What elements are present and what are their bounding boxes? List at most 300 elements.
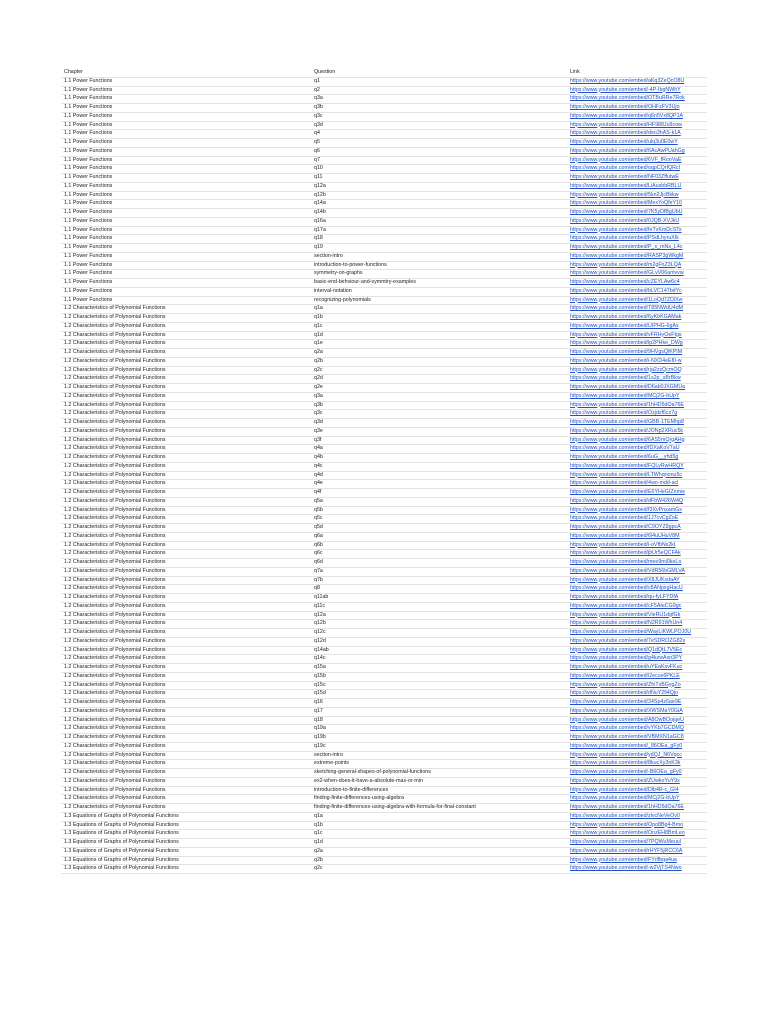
table-row	[61, 112, 707, 121]
link-cell[interactable]: https://www.youtube.com/embed/-4P-IbgNWhY	[567, 86, 707, 95]
table-row	[61, 760, 707, 769]
link-cell[interactable]: https://www.youtube.com/embed/6yKbKGAMak	[567, 314, 707, 323]
link-cell[interactable]: https://www.youtube.com/embed/5kn2JjcBkkw	[567, 191, 707, 200]
table-row	[61, 865, 707, 874]
link-cell[interactable]: https://www.youtube.com/embed/qu-fyLFYDfA	[567, 594, 707, 603]
link-cell[interactable]: https://www.youtube.com/embed/Q1dQtL7V5Ec	[567, 646, 707, 655]
link-cell[interactable]: https://www.youtube.com/embed/ZUwkoYuY9s	[567, 777, 707, 786]
link-cell[interactable]: https://www.youtube.com/embed/c8ANpxgHacU	[567, 585, 707, 594]
question-cell: q10	[311, 165, 567, 174]
link-cell[interactable]: https://www.youtube.com/embed/NF03ZffutwE	[567, 174, 707, 183]
table-row	[61, 769, 707, 778]
link-cell[interactable]: https://www.youtube.com/embed/6AS5mQrgAHg	[567, 436, 707, 445]
chapter-cell: 1.2 Characteristics of Polynomial Functions	[61, 314, 311, 323]
chapter-cell: 1.2 Characteristics of Polynomial Functions	[61, 681, 311, 690]
chapter-cell: 1.1 Power Functions	[61, 226, 311, 235]
link-cell[interactable]: https://www.youtube.com/embed/HF988Ju9cow	[567, 121, 707, 130]
chapter-cell: 1.2 Characteristics of Polynomial Functions	[61, 707, 311, 716]
link-cell[interactable]: https://www.youtube.com/embed/Dlb4R-c_GI4	[567, 786, 707, 795]
link-cell[interactable]: https://www.youtube.com/embed/A8OwBOojqeU	[567, 716, 707, 725]
table-row	[61, 725, 707, 734]
table-row	[61, 279, 707, 288]
chapter-cell: 1.1 Power Functions	[61, 296, 311, 305]
chapter-cell: 1.1 Power Functions	[61, 165, 311, 174]
chapter-cell: 1.1 Power Functions	[61, 139, 311, 148]
link-cell[interactable]: https://www.youtube.com/embed/8kucXy3nK3k	[567, 760, 707, 769]
question-cell: q8	[311, 585, 567, 594]
table-row	[61, 191, 707, 200]
chapter-cell: 1.2 Characteristics of Polynomial Functions	[61, 576, 311, 585]
table-row	[61, 331, 707, 340]
link-cell[interactable]: https://www.youtube.com/embed/1hHD5dOa76E	[567, 401, 707, 410]
chapter-cell: 1.3 Equations of Graphs of Polynomial Functions	[61, 856, 311, 865]
question-cell: interval-notation	[311, 287, 567, 296]
question-cell: q17	[311, 707, 567, 716]
chapter-cell: 1.3 Equations of Graphs of Polynomial Functions	[61, 830, 311, 839]
link-cell[interactable]: https://www.youtube.com/embed/rja2zzQcmOQ	[567, 366, 707, 375]
link-cell[interactable]: https://www.youtube.com/embed/dNuY2fi4Qjo	[567, 690, 707, 699]
link-cell[interactable]: https://www.youtube.com/embed/7K5yDfBgUbU	[567, 209, 707, 218]
table-row	[61, 847, 707, 856]
chapter-cell: 1.1 Power Functions	[61, 86, 311, 95]
question-cell: q12b	[311, 620, 567, 629]
link-cell[interactable]: https://www.youtube.com/embed/OHFzFV3Ujo	[567, 104, 707, 113]
link-cell[interactable]: https://www.youtube.com/embed/X8JUKxdaAY	[567, 576, 707, 585]
link-cell[interactable]: https://www.youtube.com/embed/VBMXN1aGC8	[567, 734, 707, 743]
table-row	[61, 664, 707, 673]
link-cell[interactable]: https://www.youtube.com/embed/MCj2G-bUpY	[567, 392, 707, 401]
question-cell: q12a	[311, 182, 567, 191]
question-cell: q11	[311, 174, 567, 183]
chapter-cell: 1.1 Power Functions	[61, 182, 311, 191]
link-cell[interactable]: https://www.youtube.com/embed/vYKb7GCDMQ	[567, 725, 707, 734]
question-cell: q7b	[311, 576, 567, 585]
table-row	[61, 576, 707, 585]
question-cell: q14ab	[311, 646, 567, 655]
question-cell: q15a	[311, 664, 567, 673]
chapter-cell: 1.2 Characteristics of Polynomial Functions	[61, 340, 311, 349]
table-row	[61, 384, 707, 393]
question-cell: q6d	[311, 559, 567, 568]
table-row	[61, 690, 707, 699]
table-row	[61, 681, 707, 690]
chapter-cell: 1.2 Characteristics of Polynomial Functions	[61, 751, 311, 760]
link-cell[interactable]: https://www.youtube.com/embed/VieRU1dgfGk	[567, 611, 707, 620]
question-cell: q3b	[311, 401, 567, 410]
link-cell[interactable]: https://www.youtube.com/embed/uYEaKxvFKuc	[567, 664, 707, 673]
chapter-cell: 1.2 Characteristics of Polynomial Functions	[61, 567, 311, 576]
link-cell[interactable]: https://www.youtube.com/embed/OTBuRRe7Rok	[567, 95, 707, 104]
chapter-cell: 1.1 Power Functions	[61, 156, 311, 165]
table-row	[61, 655, 707, 664]
link-cell[interactable]: https://www.youtube.com/embed/MCj2G-bUpY	[567, 795, 707, 804]
link-cell[interactable]: https://www.youtube.com/embed/OnzEH8BmLeo	[567, 830, 707, 839]
link-cell[interactable]: https://www.youtube.com/embed/GLvV06amvvw	[567, 270, 707, 279]
link-cell[interactable]: https://www.youtube.com/embed/PSdLhyruXIk	[567, 235, 707, 244]
question-cell: q12b	[311, 191, 567, 200]
link-cell[interactable]: https://www.youtube.com/embed/6l4uUHuV8M	[567, 532, 707, 541]
question-cell: q2c	[311, 366, 567, 375]
chapter-cell: 1.1 Power Functions	[61, 270, 311, 279]
question-cell: q12a	[311, 611, 567, 620]
chapter-cell: 1.2 Characteristics of Polynomial Functions	[61, 384, 311, 393]
table-row	[61, 95, 707, 104]
link-cell[interactable]: https://www.youtube.com/embed/UIPHG-6gAs	[567, 322, 707, 331]
table-row	[61, 567, 707, 576]
link-cell[interactable]: https://www.youtube.com/embed/FQLyRwHRQY	[567, 462, 707, 471]
table-row	[61, 734, 707, 743]
link-cell[interactable]: https://www.youtube.com/embed/GBB-1TEMhp8	[567, 419, 707, 428]
table-row	[61, 147, 707, 156]
chapter-cell: 1.2 Characteristics of Polynomial Functions	[61, 445, 311, 454]
question-cell: q16	[311, 699, 567, 708]
question-cell: q2b	[311, 856, 567, 865]
question-cell: q5c	[311, 515, 567, 524]
question-cell: q4f	[311, 489, 567, 498]
link-cell[interactable]: https://www.youtube.com/embed/-B6OEa_gFy0	[567, 769, 707, 778]
table-row	[61, 287, 707, 296]
link-cell[interactable]: https://www.youtube.com/embed/dFbW426W4Q	[567, 497, 707, 506]
table-row	[61, 174, 707, 183]
link-cell[interactable]: https://www.youtube.com/embed/P_x_mNs_L4c	[567, 244, 707, 253]
table-row	[61, 436, 707, 445]
chapter-cell: 1.2 Characteristics of Polynomial Functions	[61, 646, 311, 655]
link-cell[interactable]: https://www.youtube.com/embed/i-oVfbNs2kI	[567, 541, 707, 550]
question-cell: q1b	[311, 821, 567, 830]
link-cell[interactable]: https://www.youtube.com/embed/D6ab0JXGMUa	[567, 384, 707, 393]
question-cell: finding-finite-differences-using-algebra-with-formula-for-final-constant	[311, 804, 567, 813]
link-cell[interactable]: https://www.youtube.com/embed/34Sp4z6ae9E	[567, 699, 707, 708]
chapter-cell: 1.2 Characteristics of Polynomial Functions	[61, 795, 311, 804]
question-cell: q1c	[311, 830, 567, 839]
question-cell: q1a	[311, 812, 567, 821]
question-cell: q4c	[311, 462, 567, 471]
link-cell[interactable]: https://www.youtube.com/embed/LTWhqnonu5c	[567, 471, 707, 480]
link-cell[interactable]: https://www.youtube.com/embed/aKq3ZeQcO8U	[567, 77, 707, 86]
chapter-cell: 1.2 Characteristics of Polynomial Functions	[61, 401, 311, 410]
question-cell: q2	[311, 86, 567, 95]
question-cell: q1c	[311, 322, 567, 331]
question-cell: q3a	[311, 392, 567, 401]
table-row	[61, 672, 707, 681]
link-cell[interactable]: https://www.youtube.com/embed/T85NWdU4dM	[567, 305, 707, 314]
link-cell[interactable]: https://www.youtube.com/embed/bLVC147bdYc	[567, 287, 707, 296]
table-row	[61, 165, 707, 174]
link-cell[interactable]: https://www.youtube.com/embed/1s2p_uBrBkw	[567, 375, 707, 384]
chapter-cell: 1.2 Characteristics of Polynomial Functions	[61, 769, 311, 778]
question-cell: q2a	[311, 847, 567, 856]
link-cell[interactable]: https://www.youtube.com/embed/6VF_fRooVaE	[567, 156, 707, 165]
chapter-cell: 1.2 Characteristics of Polynomial Functions	[61, 480, 311, 489]
question-cell: q15d	[311, 690, 567, 699]
table-row	[61, 795, 707, 804]
question-cell: q4b	[311, 454, 567, 463]
link-cell[interactable]: https://www.youtube.com/embed/f3XvPnxamGs	[567, 506, 707, 515]
table-row	[61, 86, 707, 95]
table-row	[61, 209, 707, 218]
question-cell: extreme-points	[311, 760, 567, 769]
link-cell[interactable]: https://www.youtube.com/embed/6uG__yhd5g	[567, 454, 707, 463]
question-cell: q11ab	[311, 594, 567, 603]
question-cell: q4d	[311, 471, 567, 480]
table-row	[61, 104, 707, 113]
link-cell[interactable]: https://www.youtube.com/embed/feTvKmDcSTs	[567, 226, 707, 235]
chapter-cell: 1.2 Characteristics of Polynomial Functions	[61, 410, 311, 419]
link-cell[interactable]: https://www.youtube.com/embed/ydQJ_N6Vqcc	[567, 751, 707, 760]
table-row	[61, 156, 707, 165]
chapter-cell: 1.2 Characteristics of Polynomial Functions	[61, 672, 311, 681]
question-cell: q2d	[311, 375, 567, 384]
chapter-cell: 1.2 Characteristics of Polynomial Functions	[61, 620, 311, 629]
chapter-cell: 1.2 Characteristics of Polynomial Functions	[61, 716, 311, 725]
table-row	[61, 506, 707, 515]
question-cell: q5a	[311, 497, 567, 506]
link-cell[interactable]: https://www.youtube.com/embed/0JQB-XVJkU	[567, 217, 707, 226]
table-row	[61, 314, 707, 323]
table-row	[61, 261, 707, 270]
chapter-cell: 1.3 Equations of Graphs of Polynomial Functions	[61, 821, 311, 830]
link-cell[interactable]: https://www.youtube.com/embed/cZEYLAw6c4	[567, 279, 707, 288]
link-cell[interactable]: https://www.youtube.com/embed/-w2VjTS4Nwo	[567, 865, 707, 874]
chapter-cell: 1.1 Power Functions	[61, 261, 311, 270]
header-link: Link	[567, 69, 707, 77]
chapter-cell: 1.2 Characteristics of Polynomial Functions	[61, 366, 311, 375]
chapter-cell: 1.2 Characteristics of Polynomial Functions	[61, 550, 311, 559]
question-cell: section-intro	[311, 252, 567, 261]
link-cell[interactable]: https://www.youtube.com/embed/fDXaKoV7aU	[567, 445, 707, 454]
table-row	[61, 830, 707, 839]
table-row	[61, 532, 707, 541]
chapter-cell: 1.1 Power Functions	[61, 191, 311, 200]
chapter-cell: 1.2 Characteristics of Polynomial Functions	[61, 515, 311, 524]
table-row	[61, 454, 707, 463]
table-row	[61, 602, 707, 611]
table-row	[61, 786, 707, 795]
link-cell[interactable]: https://www.youtube.com/embed/m2gFnZ3LQA	[567, 261, 707, 270]
chapter-cell: 1.2 Characteristics of Polynomial Functions	[61, 349, 311, 358]
chapter-cell: 1.1 Power Functions	[61, 235, 311, 244]
table-body	[61, 69, 707, 874]
question-cell: q2b	[311, 357, 567, 366]
link-cell[interactable]: https://www.youtube.com/embed/VdR56bGMLVA	[567, 567, 707, 576]
link-cell[interactable]: https://www.youtube.com/embed/XWSMaY0GiA	[567, 707, 707, 716]
table-row	[61, 559, 707, 568]
chapter-cell: 1.2 Characteristics of Polynomial Functions	[61, 357, 311, 366]
link-cell[interactable]: https://www.youtube.com/embed/C9OYZ9gpcA	[567, 524, 707, 533]
table-row	[61, 804, 707, 813]
chapter-cell: 1.2 Characteristics of Polynomial Functions	[61, 585, 311, 594]
question-cell: q1d	[311, 839, 567, 848]
question-cell: q3d	[311, 419, 567, 428]
question-cell: q14c	[311, 655, 567, 664]
chapter-cell: 1.2 Characteristics of Polynomial Functions	[61, 760, 311, 769]
question-cell: recognizing-polynomials	[311, 296, 567, 305]
link-cell[interactable]: https://www.youtube.com/embed/1hHD5dOa76E	[567, 804, 707, 813]
question-cell: q4	[311, 130, 567, 139]
link-cell[interactable]: https://www.youtube.com/embed/MexYoQfeY10	[567, 200, 707, 209]
table-row	[61, 515, 707, 524]
link-cell[interactable]: https://www.youtube.com/embed/RASP3gWkgM	[567, 252, 707, 261]
question-cell: q1b	[311, 314, 567, 323]
chapter-cell: 1.2 Characteristics of Polynomial Functions	[61, 602, 311, 611]
table-row	[61, 235, 707, 244]
question-cell: q2e	[311, 384, 567, 393]
link-cell[interactable]: https://www.youtube.com/embed/i-NXD4eEf0-w	[567, 357, 707, 366]
chapter-cell: 1.1 Power Functions	[61, 209, 311, 218]
chapter-cell: 1.2 Characteristics of Polynomial Functions	[61, 497, 311, 506]
link-cell[interactable]: https://www.youtube.com/embed/WayLiKWLPOJ0U	[567, 629, 707, 638]
table-row	[61, 489, 707, 498]
link-cell[interactable]: https://www.youtube.com/embed/1LoQd7ZDlXw	[567, 296, 707, 305]
table-row	[61, 296, 707, 305]
question-cell: q1d	[311, 331, 567, 340]
table-row	[61, 716, 707, 725]
link-cell[interactable]: https://www.youtube.com/embed/N2R91WhUn4	[567, 620, 707, 629]
chapter-cell: 1.2 Characteristics of Polynomial Functions	[61, 392, 311, 401]
table-row	[61, 594, 707, 603]
question-cell: q6c	[311, 550, 567, 559]
chapter-cell: 1.2 Characteristics of Polynomial Functions	[61, 524, 311, 533]
link-cell[interactable]: https://www.youtube.com/embed/zlvcNeVeOv0	[567, 812, 707, 821]
link-cell[interactable]: https://www.youtube.com/embed/E6YHeGIZnmw	[567, 489, 707, 498]
chapter-cell: 1.3 Equations of Graphs of Polynomial Functions	[61, 847, 311, 856]
question-cell: q14a	[311, 200, 567, 209]
question-cell: section-intro	[311, 751, 567, 760]
link-cell[interactable]: https://www.youtube.com/embed/rHYF5jRCC6A	[567, 847, 707, 856]
table-row	[61, 340, 707, 349]
table-row	[61, 244, 707, 253]
table-row	[61, 646, 707, 655]
link-cell[interactable]: https://www.youtube.com/embed/Ozjdzf6cz7g	[567, 410, 707, 419]
question-cell: q6a	[311, 532, 567, 541]
question-cell: q4a	[311, 445, 567, 454]
table-row	[61, 812, 707, 821]
question-cell: q12d	[311, 637, 567, 646]
chapter-cell: 1.1 Power Functions	[61, 95, 311, 104]
chapter-cell: 1.2 Characteristics of Polynomial Functions	[61, 594, 311, 603]
link-cell[interactable]: https://www.youtube.com/embed/6AcAwPUahGg	[567, 147, 707, 156]
link-cell[interactable]: https://www.youtube.com/embed/deo3hAS-k1A	[567, 130, 707, 139]
chapter-cell: 1.1 Power Functions	[61, 130, 311, 139]
question-cell: q18	[311, 235, 567, 244]
table-row	[61, 524, 707, 533]
question-cell: q4e	[311, 480, 567, 489]
table-row	[61, 410, 707, 419]
link-cell[interactable]: https://www.youtube.com/embed/g4kzwAxn3PY	[567, 655, 707, 664]
question-cell: q5b	[311, 506, 567, 515]
chapter-cell: 1.1 Power Functions	[61, 244, 311, 253]
chapter-cell: 1.2 Characteristics of Polynomial Functions	[61, 322, 311, 331]
chapter-cell: 1.3 Equations of Graphs of Polynomial Functions	[61, 839, 311, 848]
question-cell: q17a	[311, 226, 567, 235]
table-row	[61, 217, 707, 226]
link-cell[interactable]: https://www.youtube.com/embed/vFRHyOeFtgs	[567, 331, 707, 340]
link-cell[interactable]: https://www.youtube.com/embed/7PQWuMeuul	[567, 839, 707, 848]
link-cell[interactable]: https://www.youtube.com/embed/Opo8Bg4-Bmo	[567, 821, 707, 830]
chapter-cell: 1.2 Characteristics of Polynomial Functions	[61, 506, 311, 515]
header-question: Question	[311, 69, 567, 77]
question-cell: q1a	[311, 305, 567, 314]
table-row	[61, 226, 707, 235]
link-cell[interactable]: https://www.youtube.com/embed/JONp2XRuc5k	[567, 427, 707, 436]
link-cell[interactable]: https://www.youtube.com/embed/9HVgsQlKPIM	[567, 349, 707, 358]
table-row	[61, 707, 707, 716]
chapter-cell: 1.1 Power Functions	[61, 121, 311, 130]
chapter-cell: 1.2 Characteristics of Polynomial Functions	[61, 331, 311, 340]
chapter-cell: 1.3 Equations of Graphs of Polynomial Functions	[61, 812, 311, 821]
chapter-cell: 1.2 Characteristics of Polynomial Functions	[61, 742, 311, 751]
chapter-cell: 1.2 Characteristics of Polynomial Functions	[61, 629, 311, 638]
link-cell[interactable]: https://www.youtube.com/embed/cF5AteCG9gc	[567, 602, 707, 611]
chapter-cell: 1.2 Characteristics of Polynomial Functions	[61, 611, 311, 620]
link-cell[interactable]: https://www.youtube.com/embed/oqpCQrfQRcI	[567, 165, 707, 174]
chapter-cell: 1.2 Characteristics of Polynomial Functions	[61, 532, 311, 541]
link-cell[interactable]: https://www.youtube.com/embed/mee9mi0keLo	[567, 559, 707, 568]
chapter-cell: 1.2 Characteristics of Polynomial Functions	[61, 375, 311, 384]
link-cell[interactable]: https://www.youtube.com/embed/7eSDROZG82s	[567, 637, 707, 646]
link-cell[interactable]: https://www.youtube.com/embed/1J7cvCgZoE	[567, 515, 707, 524]
chapter-cell: 1.1 Power Functions	[61, 217, 311, 226]
link-cell[interactable]: https://www.youtube.com/embed/LiAusbbRBLU	[567, 182, 707, 191]
link-cell[interactable]: https://www.youtube.com/embed/ZfxTxBGygZo	[567, 681, 707, 690]
chapter-cell: 1.2 Characteristics of Polynomial Functions	[61, 305, 311, 314]
question-cell: q3c	[311, 112, 567, 121]
table-row	[61, 252, 707, 261]
table-row	[61, 620, 707, 629]
link-cell[interactable]: https://www.youtube.com/embed/FYrlfbqa4ua	[567, 856, 707, 865]
chapter-cell: 1.2 Characteristics of Polynomial Functions	[61, 725, 311, 734]
chapter-cell: 1.2 Characteristics of Polynomial Functions	[61, 559, 311, 568]
question-cell: basic-end-behviour-and-symmtry-examples	[311, 279, 567, 288]
chapter-cell: 1.2 Characteristics of Polynomial Functions	[61, 786, 311, 795]
question-cell: q3c	[311, 410, 567, 419]
table-row	[61, 637, 707, 646]
chapter-cell: 1.2 Characteristics of Polynomial Functions	[61, 471, 311, 480]
chapter-cell: 1.2 Characteristics of Polynomial Functions	[61, 419, 311, 428]
link-cell[interactable]: https://www.youtube.com/embed/_86OEa_gFy0	[567, 742, 707, 751]
table-row	[61, 375, 707, 384]
chapter-cell: 1.2 Characteristics of Polynomial Functions	[61, 777, 311, 786]
link-cell[interactable]: https://www.youtube.com/embed/4wo-mdd-acl	[567, 480, 707, 489]
question-cell: q5d	[311, 524, 567, 533]
chapter-cell: 1.1 Power Functions	[61, 174, 311, 183]
table-row	[61, 471, 707, 480]
table-row	[61, 419, 707, 428]
table-row	[61, 322, 707, 331]
chapter-cell: 1.3 Equations of Graphs of Polynomial Functions	[61, 865, 311, 874]
question-cell: q6	[311, 147, 567, 156]
table-row	[61, 392, 707, 401]
question-cell: q14b	[311, 209, 567, 218]
table-row	[61, 349, 707, 358]
chapter-cell: 1.2 Characteristics of Polynomial Functions	[61, 541, 311, 550]
link-cell[interactable]: https://www.youtube.com/embed/lp2PHke_DWg	[567, 340, 707, 349]
question-cell: ex2-when-does-it-have-a-absolute-max-or-min	[311, 777, 567, 786]
question-cell: q11c	[311, 602, 567, 611]
link-cell[interactable]: https://www.youtube.com/embed/l2ecce6PKLE	[567, 672, 707, 681]
chapter-cell: 1.2 Characteristics of Polynomial Functions	[61, 427, 311, 436]
question-cell: sketching-general-shapes-of-polynomial-functions	[311, 769, 567, 778]
link-cell[interactable]: https://www.youtube.com/embed/q6n5Vx8QP1A	[567, 112, 707, 121]
question-cell: q16a	[311, 217, 567, 226]
link-cell[interactable]: https://www.youtube.com/embed/ulq3u0E0wY	[567, 139, 707, 148]
table-row	[61, 550, 707, 559]
table-row	[61, 182, 707, 191]
link-cell[interactable]: https://www.youtube.com/embed/jbUr5eQCFAk	[567, 550, 707, 559]
question-cell: q15b	[311, 672, 567, 681]
question-cell: q19b	[311, 734, 567, 743]
table-row	[61, 585, 707, 594]
